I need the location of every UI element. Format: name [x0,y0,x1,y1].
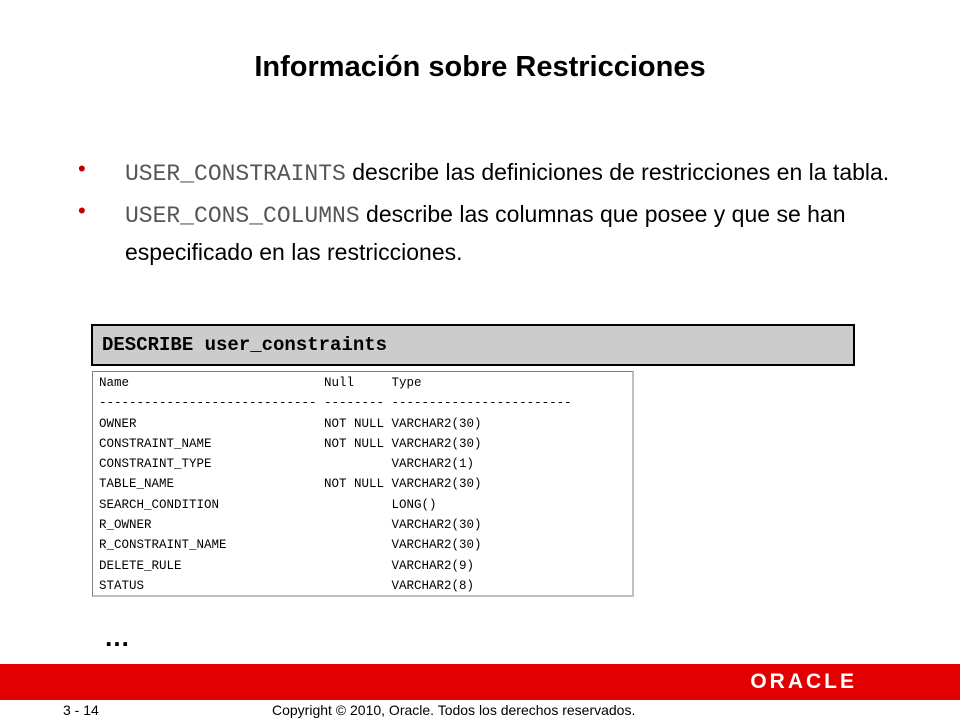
bullet-text: describe las columnas que posee y que se han especificado en las restricciones. [125,201,846,265]
bullet-code: USER_CONSTRAINTS [125,161,346,187]
bullet-dot-icon: • [78,156,86,181]
page-number: 3 - 14 [63,702,99,718]
copyright-notice: Copyright © 2010, Oracle. Todos los derechos reservados. [272,702,636,718]
footer [0,700,960,720]
describe-result-text: Name Null Type ----------------------------- -------- ------------------------ OWNER NOT NULL VARCHAR2(30) CONSTRAINT_NAME NOT NULL VARCHAR2(30) CONSTRAINT_TYPE VARCHAR2(1) TABLE_NAME NOT NULL VARCHAR2(30) SEARCH_CONDITION LONG() R_OWNER VARCHAR2(30) R_CONSTRAINT_NAME VARCHAR2(30) DELETE_RULE VARCHAR2(9) STATUS VARCHAR2(8) [99,376,572,593]
bullet-dot-icon: • [78,198,86,223]
bullet-text: describe las definiciones de restricciones en la tabla. [345,159,890,185]
oracle-logo: ORACLE [750,670,857,693]
slide-title: Información sobre Restricciones [254,51,706,83]
bullet-item [78,154,908,192]
sql-command: DESCRIBE user_constraints [102,334,388,356]
sql-command-box [91,324,855,366]
describe-result-panel [92,371,634,597]
bullet-list [78,154,908,270]
footer-brand-bar [0,664,960,700]
continuation-ellipsis: … [104,622,130,652]
bullet-item [78,196,908,270]
bullet-code: USER_CONS_COLUMNS [125,203,360,229]
